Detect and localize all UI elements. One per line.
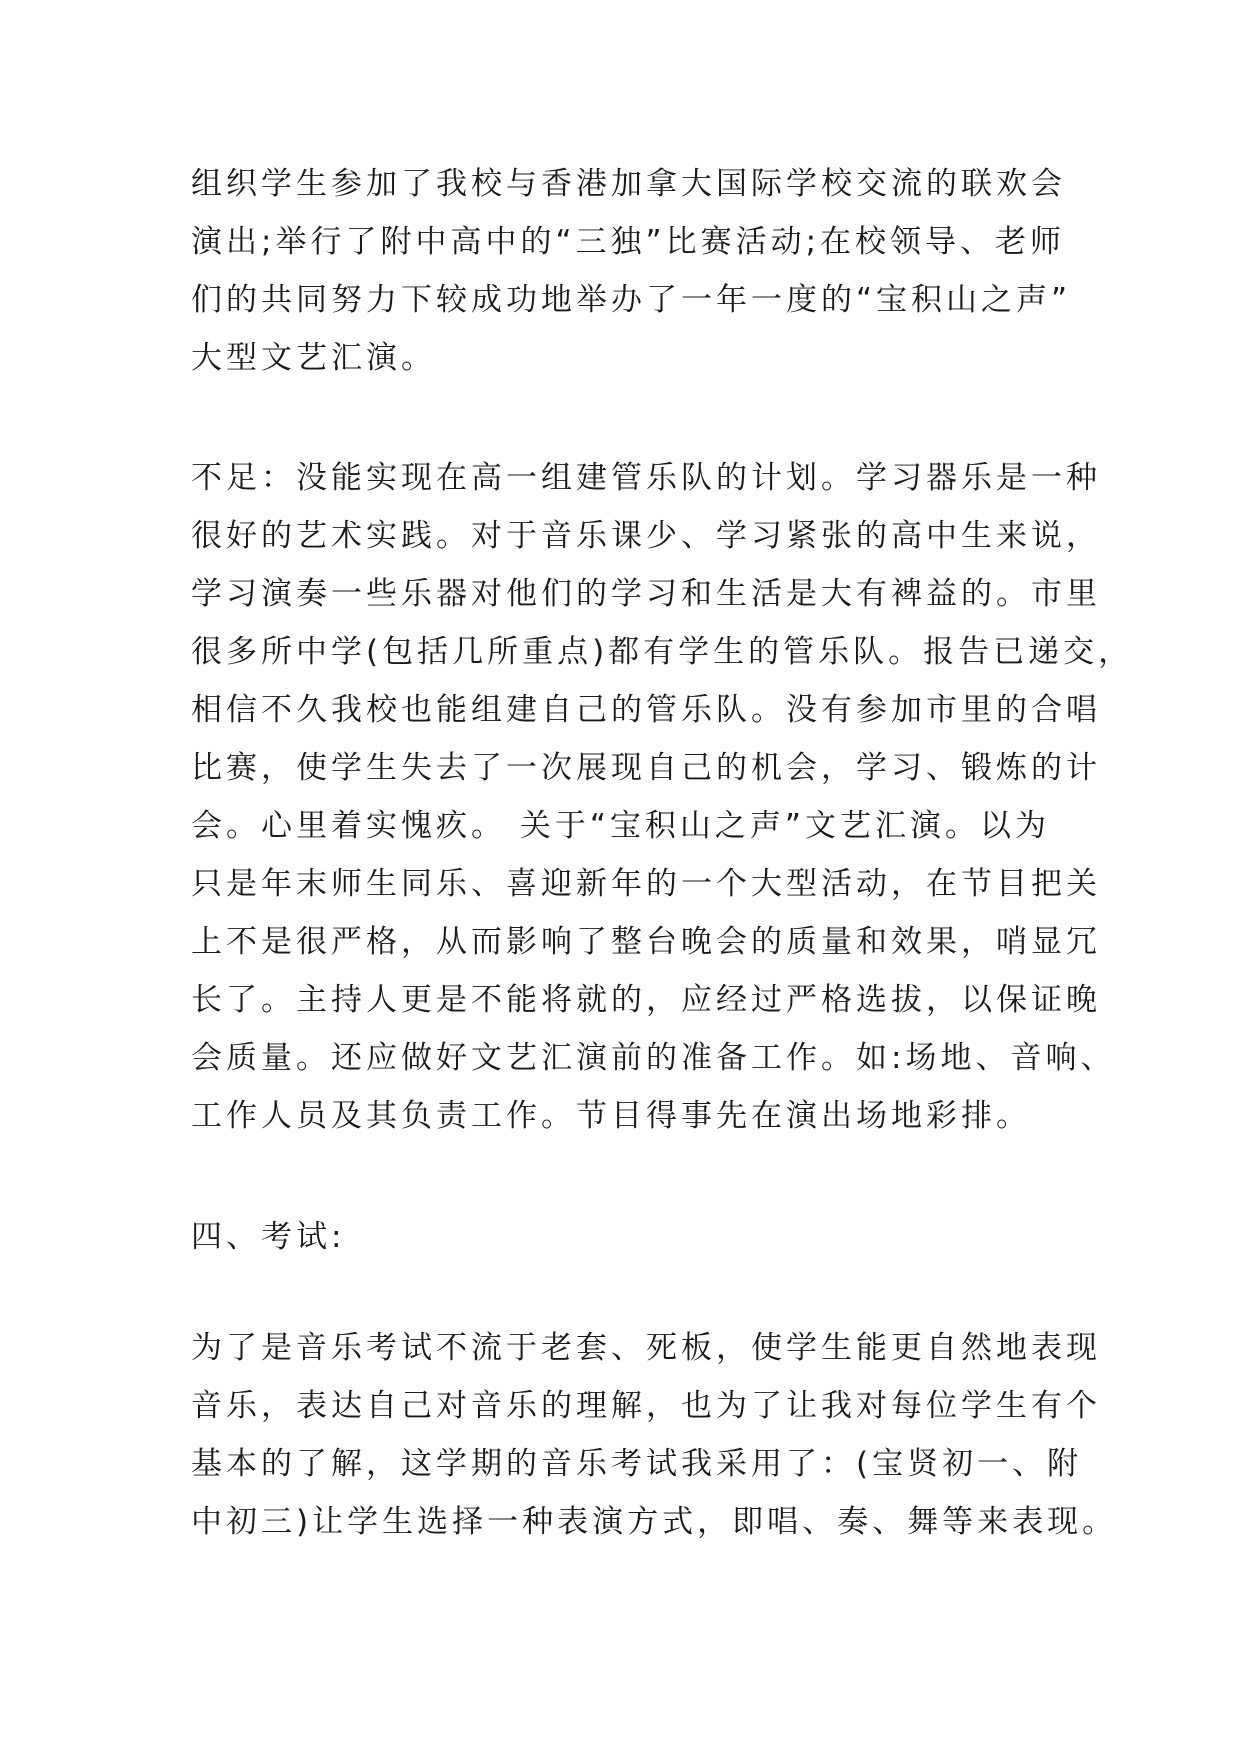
text-line: 会。心里着实愧疚。 关于“宝积山之声”文艺汇演。以为 (191, 808, 1050, 844)
text-line: 音乐，表达自己对音乐的理解，也为了让我对每位学生有个 (191, 1388, 1101, 1424)
paragraph-activities (191, 155, 1071, 387)
text-line: 为了是音乐考试不流于老套、死板，使学生能更自然地表现 (191, 1330, 1101, 1366)
text-line: 比赛，使学生失去了一次展现自己的机会，学习、锻炼的计 (191, 750, 1101, 786)
text-line: 学习演奏一些乐器对他们的学习和生活是大有裨益的。市里 (191, 576, 1101, 612)
text-line: 很多所中学(包括几所重点)都有学生的管乐队。报告已递交， (191, 634, 1134, 670)
paragraph-exam (191, 1319, 1118, 1551)
text-line: 会质量。还应做好文艺汇演前的准备工作。如:场地、音响、 (191, 1040, 1116, 1076)
text-line: 中初三)让学生选择一种表演方式，即唱、奏、舞等来表现。 (191, 1504, 1118, 1540)
heading-text: 四、考试: (191, 1219, 346, 1255)
text-line: 上不是很严格，从而影响了整台晚会的质量和效果，哨显冗 (191, 924, 1101, 960)
text-line: 相信不久我校也能组建自己的管乐队。没有参加市里的合唱 (191, 692, 1101, 728)
text-line: 只是年末师生同乐、喜迎新年的一个大型活动，在节目把关 (191, 866, 1101, 902)
paragraph-shortcomings (191, 449, 1134, 1145)
text-line: 组织学生参加了我校与香港加拿大国际学校交流的联欢会 (191, 166, 1066, 202)
text-line: 演出;举行了附中高中的“三独”比赛活动;在校领导、老师 (191, 224, 1066, 260)
text-line: 很好的艺术实践。对于音乐课少、学习紧张的高中生来说， (191, 518, 1101, 554)
text-line: 基本的了解，这学期的音乐考试我采用了：(宝贤初一、附 (191, 1446, 1083, 1482)
text-line: 长了。主持人更是不能将就的，应经过严格选拔，以保证晚 (191, 982, 1101, 1018)
text-line: 不足：没能实现在高一组建管乐队的计划。学习器乐是一种 (191, 460, 1101, 496)
text-line: 工作人员及其负责工作。节目得事先在演出场地彩排。 (191, 1098, 1031, 1134)
text-line: 们的共同努力下较成功地举办了一年一度的“宝积山之声” (191, 282, 1072, 318)
text-line: 大型文艺汇演。 (191, 340, 436, 376)
section-heading-exam (191, 1208, 1071, 1266)
